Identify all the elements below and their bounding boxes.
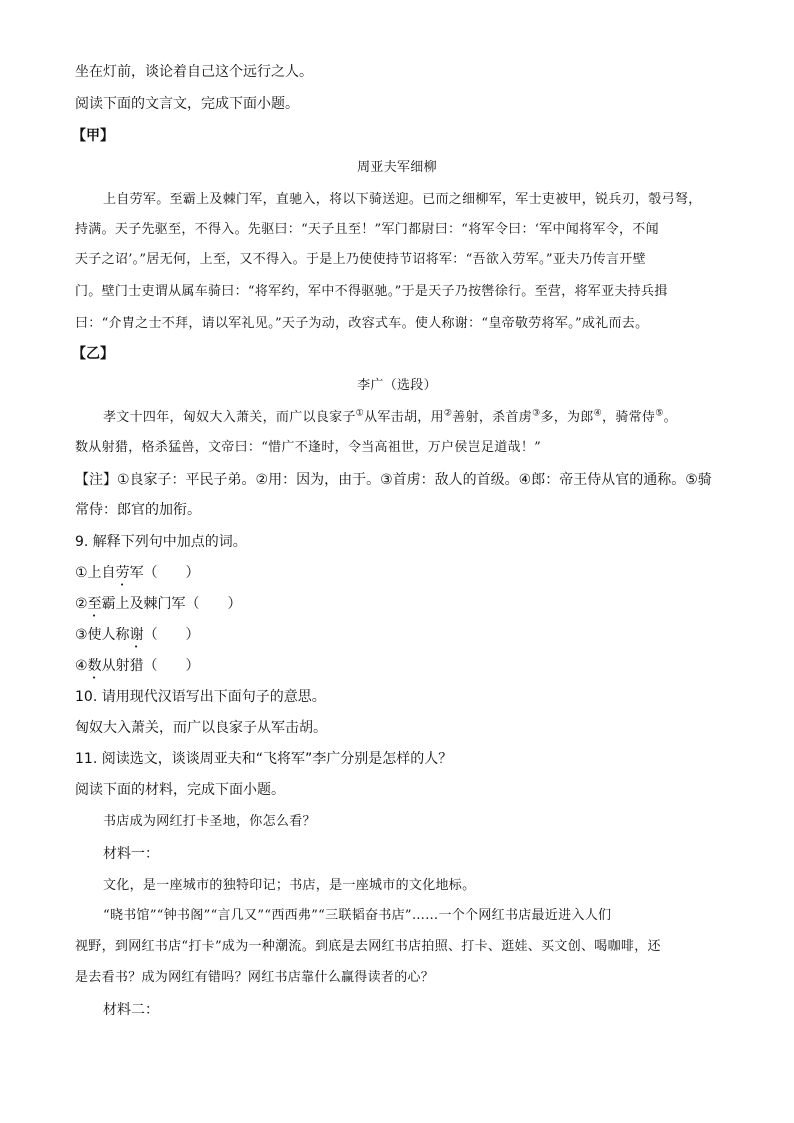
- dotted-word: 至: [87, 596, 102, 612]
- question-9-item: ②至霸上及棘门军（ ）: [75, 596, 242, 612]
- material-1-line: 视野，到网红书店“打卡”成为一种潮流。到底是去网红书店拍照、打卡、逛娃、买文创、喝咖啡，还: [75, 939, 661, 954]
- question-10-title: 10. 请用现代汉语写出下面句子的意思。: [75, 689, 326, 705]
- footnote-marker: ③: [532, 408, 541, 419]
- annotation-line: 常侍：郎官的加衔。: [75, 502, 201, 518]
- footnote-marker: ④: [593, 408, 603, 419]
- jia-text-line: 上自劳军。至霸上及棘门军，直驰入，将以下骑送迎。已而之细柳军，军士吏被甲，锐兵刃，彀弓弩，: [103, 192, 702, 207]
- question-9-item: ①上自劳军（ ）: [75, 565, 200, 581]
- reading-instruction: 阅读下面的材料，完成下面小题。: [75, 782, 285, 798]
- footnote-marker: ②: [443, 408, 453, 419]
- footnote-marker: ⑤: [655, 408, 664, 419]
- material-1-line: “晓书馆”“钟书阁”“言几又”“西西弗”“三联韬奋书店”……一个个网红书店最近进入人们: [103, 908, 612, 923]
- material-topic: 书店成为网红打卡圣地，你怎么看？: [103, 814, 316, 829]
- footnote-marker: ①: [355, 408, 365, 419]
- yi-text-line: 数从射猎，格杀猛兽，文帝曰：“惜广不逢时，令当高祖世，万户侯岂足道哉！”: [75, 440, 542, 455]
- dotted-word: 数: [87, 658, 102, 674]
- section-yi-title: 李广（选段）: [357, 378, 437, 393]
- reading-instruction: 阅读下面的文言文，完成下面小题。: [75, 96, 299, 112]
- jia-text-line: 门。壁门士吏谓从属车骑曰：“将军约，军中不得驱驰。”于是天子乃按辔徐行。至营，将军亚夫持兵揖: [75, 284, 668, 299]
- section-jia-label: 【甲】: [72, 128, 114, 144]
- question-9-title: 9. 解释下列句中加点的词。: [75, 534, 247, 550]
- jia-text-line: 曰：“介胄之士不拜，请以军礼见。”天子为动，改容式车。使人称谢：“皇帝敬劳将军。”成礼而去。: [75, 316, 649, 331]
- jia-text-line: 持满。天子先驱至，不得入。先驱曰：“天子且至！”军门都尉曰：“将军令曰：‘军中闻将军令，不闻: [75, 222, 659, 237]
- jia-text-line: 天子之诏’。”居无何，上至，又不得入。于是上乃使使持节诏将军：“吾欲入劳军。”亚夫乃传言开壁: [75, 252, 646, 267]
- dotted-word: 谢: [129, 627, 144, 643]
- material-1-line: 文化，是一座城市的独特印记；书店，是一座城市的文化地标。: [103, 878, 476, 893]
- material-1-label: 材料一：: [103, 846, 159, 862]
- intro-line: 坐在灯前，谈论着自己这个远行之人。: [75, 64, 313, 80]
- question-10-sentence: 匈奴大入萧关，而广以良家子从军击胡。: [75, 720, 327, 736]
- section-yi-label: 【乙】: [72, 346, 114, 362]
- material-2-label: 材料二：: [103, 1002, 159, 1018]
- question-11-title: 11. 阅读选文，谈谈周亚夫和“飞将军”李广分别是怎样的人？: [75, 751, 453, 767]
- question-9-item: ④数从射猎（ ）: [75, 658, 200, 674]
- question-9-item: ③使人称谢（ ）: [75, 627, 200, 643]
- dotted-word: 劳: [115, 565, 130, 581]
- section-jia-title: 周亚夫军细柳: [357, 160, 437, 175]
- material-1-line: 是去看书？成为网红有错吗？网红书店靠什么赢得读者的心？: [75, 970, 435, 985]
- annotation-line: 【注】①良家子：平民子弟。②用：因为，由于。③首虏：敌人的首级。④郎：帝王侍从官的通称。⑤骑: [75, 472, 712, 488]
- yi-text-line: 孝文十四年，匈奴大入萧关，而广以良家子①从军击胡，用②善射，杀首虏③多，为郎④，骑常侍⑤。: [103, 408, 677, 425]
